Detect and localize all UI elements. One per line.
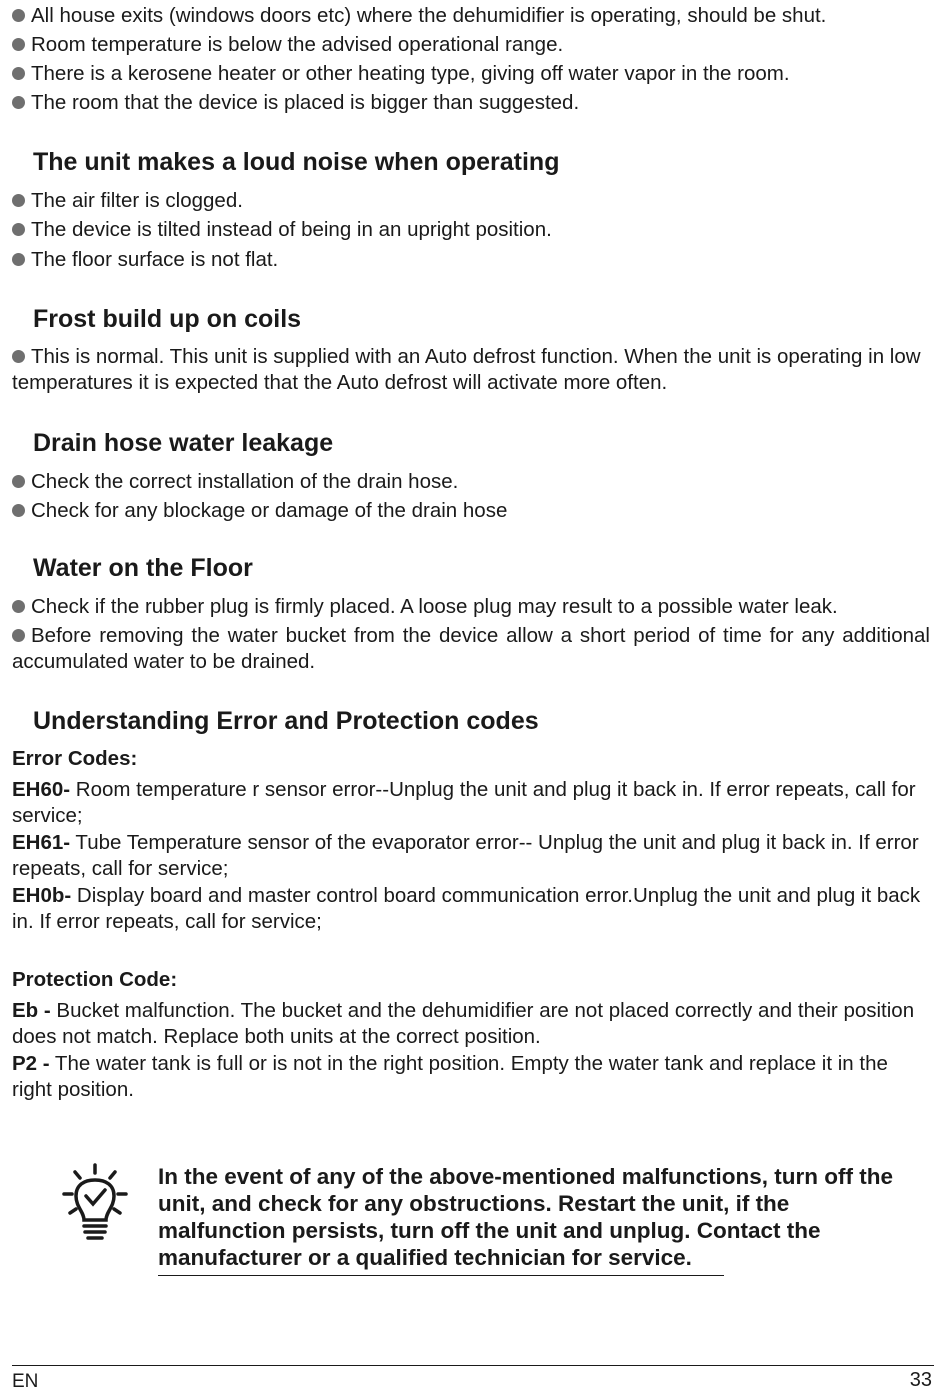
error-code-entry: EH0b- Display board and master control board communication error.Unplug the unit and plug it back in. If error repeats, call for service; — [12, 884, 921, 933]
frost-paragraph: This is normal. This unit is supplied with an Auto defrost function. When the unit is operating in low temperatures it is expected that the Auto defrost will activate more often. — [12, 345, 921, 394]
bullet-dot-icon — [12, 67, 25, 80]
error-code-entry: EH61- Tube Temperature sensor of the evaporator error-- Unplug the unit and plug it back in. If error repeats, call for service; — [12, 831, 919, 880]
list-item: The device is tilted instead of being in an upright position. — [12, 215, 930, 244]
lightbulb-check-icon — [62, 1163, 128, 1249]
footer-divider — [12, 1365, 934, 1366]
list-item: Check if the rubber plug is firmly placed. A loose plug may result to a possible water leak. — [12, 592, 930, 621]
bullet-dot-icon — [12, 253, 25, 266]
list-item: Room temperature is below the advised operational range. — [12, 30, 930, 59]
page-number: 33 — [909, 1369, 932, 1391]
protection-code-entry: Eb - Bucket malfunction. The bucket and the dehumidifier are not placed correctly and their position does not match. Replace both units at the correct position. — [12, 999, 915, 1048]
bullet-dot-icon — [12, 504, 25, 517]
bullet-dot-icon — [12, 194, 25, 207]
protection-code: P2 - — [12, 1052, 50, 1075]
list-item: There is a kerosene heater or other heating type, giving off water vapor in the room. — [12, 59, 930, 88]
error-code: EH0b- — [12, 884, 72, 907]
error-codes-label: Error Codes: — [12, 747, 138, 770]
tip-text: In the event of any of the above-mentioned malfunctions, turn off the unit, and check for any obstructions. Restart the unit, if the malfunction persists, turn off the unit and unplug. Contact the manufacturer or a qualified technician for service. — [158, 1164, 894, 1270]
error-code: EH61- — [12, 831, 71, 854]
error-code-entry: EH60- Room temperature r sensor error--Unplug the unit and plug it back in. If error repeats, call for service; — [12, 778, 916, 827]
section-heading-codes: Understanding Error and Protection codes — [33, 707, 539, 735]
bullet-dot-icon — [12, 350, 25, 363]
list-item: The floor surface is not flat. — [12, 245, 930, 274]
bullet-dot-icon — [12, 600, 25, 613]
bullet-dot-icon — [12, 38, 25, 51]
protection-codes-label: Protection Code: — [12, 968, 178, 991]
section-heading-drain: Drain hose water leakage — [33, 429, 334, 457]
footer-language: EN — [12, 1371, 39, 1392]
tip-underline — [158, 1275, 724, 1276]
protection-code-entry: P2 - The water tank is full or is not in the right position. Empty the water tank and replace it in the right position. — [12, 1052, 888, 1101]
error-code: EH60- — [12, 778, 71, 801]
protection-code: Eb - — [12, 999, 51, 1022]
list-item: The air filter is clogged. — [12, 186, 930, 215]
section-heading-noise: The unit makes a loud noise when operating — [33, 148, 560, 176]
list-item: Check the correct installation of the drain hose. — [12, 467, 930, 496]
bullet-dot-icon — [12, 9, 25, 22]
list-item: All house exits (windows doors etc) where the dehumidifier is operating, should be shut. — [12, 1, 930, 30]
list-item: The room that the device is placed is bigger than suggested. — [12, 88, 930, 117]
bullet-dot-icon — [12, 475, 25, 488]
bullet-dot-icon — [12, 223, 25, 236]
list-item: Check for any blockage or damage of the drain hose — [12, 496, 930, 525]
section-heading-floor: Water on the Floor — [33, 554, 253, 582]
bullet-dot-icon — [12, 629, 25, 642]
bullet-dot-icon — [12, 96, 25, 109]
section-heading-frost: Frost build up on coils — [33, 305, 302, 333]
floor-paragraph: Before removing the water bucket from the device allow a short period of time for any additional accumulated water to be drained. — [12, 624, 930, 673]
